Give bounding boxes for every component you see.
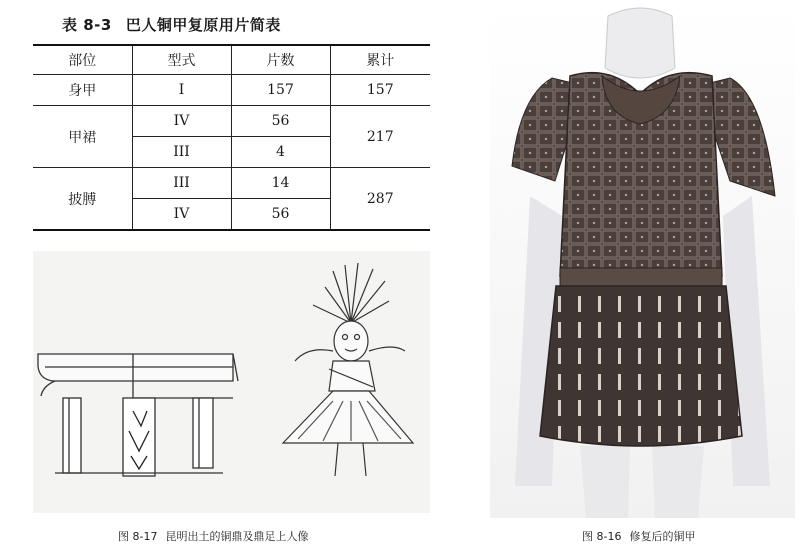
cell-part: 身甲 [33,75,132,106]
table-header-row [33,45,430,75]
header-type: 型式 [132,45,231,75]
cell-total: 157 [330,75,430,106]
cell-type: IV [132,199,231,231]
header-count: 片数 [231,45,330,75]
figure-caption-text: 昆明出土的铜鼎及鼎足上人像 [165,530,309,543]
cell-part: 甲裙 [33,106,132,168]
figure-number: 图 8-17 [118,530,158,543]
figure-caption-text: 修复后的铜甲 [629,530,696,543]
figure-caption-right [582,528,695,544]
cell-total: 287 [330,168,430,231]
figure-drawing [283,263,413,476]
figure-caption-left [118,528,308,544]
restored-armor-photo [490,6,795,518]
figure-number: 图 8-16 [582,530,622,543]
table-title-text: 巴人铜甲复原用片简表 [125,16,281,34]
cell-part: 披膊 [33,168,132,231]
table-row [33,168,430,199]
cell-type: I [132,75,231,106]
bronze-ding-illustration [33,251,430,513]
cell-count: 14 [231,168,330,199]
cell-count: 157 [231,75,330,106]
table-row [33,75,430,106]
cell-count: 56 [231,199,330,231]
cell-type: III [132,168,231,199]
table-row [33,106,430,137]
cell-count: 56 [231,106,330,137]
cell-total: 217 [330,106,430,168]
cell-type: IV [132,106,231,137]
header-total: 累计 [330,45,430,75]
cell-count: 4 [231,137,330,168]
ding-vessel-drawing [38,354,238,476]
table-number: 表 8-3 [62,16,112,34]
table-title [62,14,281,35]
armor-plates-table [33,44,430,231]
cell-type: III [132,137,231,168]
header-part: 部位 [33,45,132,75]
